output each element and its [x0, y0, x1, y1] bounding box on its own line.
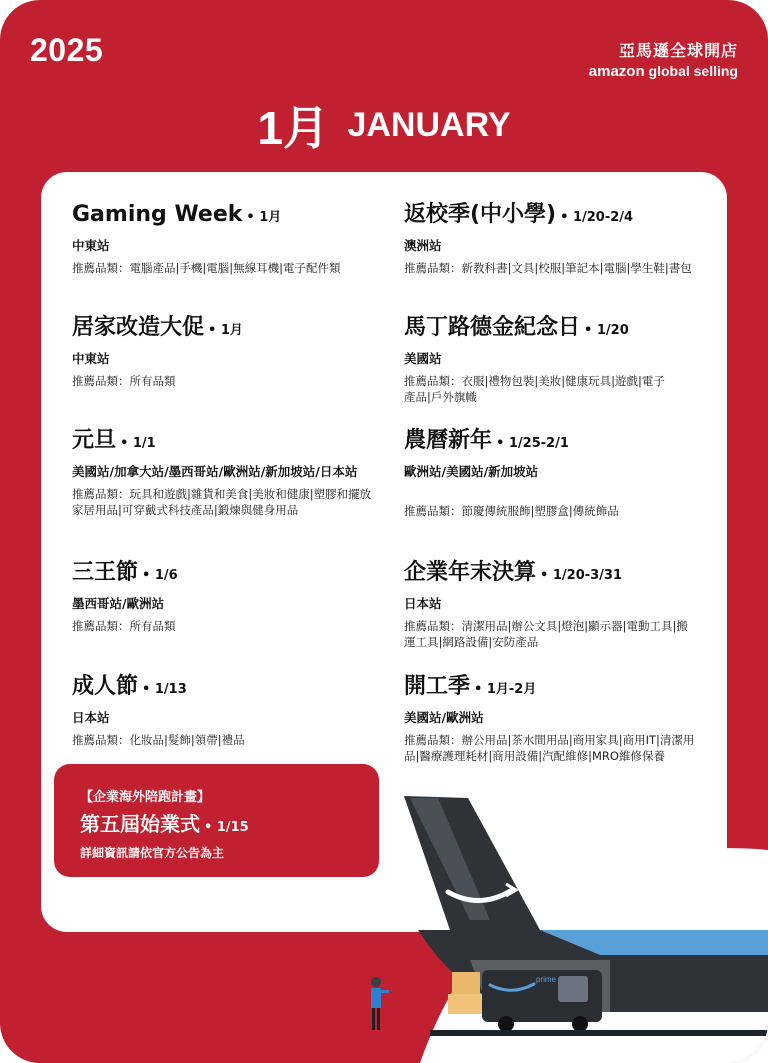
event-lunar-new-year [404, 428, 694, 519]
event-sites: 中東站 [72, 351, 110, 366]
event-title: 居家改造大促 [72, 315, 205, 340]
event-sites: 美國站/加拿大站/墨西哥站/歐洲站/新加坡站/日本站 [72, 464, 358, 479]
van-wheel [498, 1016, 514, 1032]
person-arm [381, 990, 389, 993]
event-categories: 推薦品類：辦公用品|茶水間用品|商用家具|商用IT|清潔用品|醫療護理耗材|商用設備|汽配維修|MRO維修保養 [404, 733, 695, 763]
event-categories: 推薦品類：新教科書|文具|校服|筆記本|電腦|學生鞋|書包 [404, 261, 692, 275]
event-date: • 1/20 [584, 323, 629, 338]
event-title: Gaming Week [72, 202, 243, 227]
event-categories: 推薦品類：清潔用品|辦公文具|燈泡|顯示器|電動工具|搬運工具|網路設備|安防產品 [404, 619, 688, 649]
event-date: • 1月 [246, 210, 282, 225]
callout-tag: 【企業海外陪跑計畫】 [80, 790, 211, 805]
amazon-global-selling-logo [589, 38, 738, 80]
cargo-plane-illustration [340, 780, 768, 1063]
event-date: • 1月 [208, 323, 243, 338]
event-categories: 推薦品類：所有品類 [72, 619, 176, 633]
event-categories: 推薦品類：玩具和遊戲|雜貨和美食|美妝和健康|塑膠和擺放家居用品|可穿戴式科技產品|鍛煉與健身用品 [72, 487, 372, 517]
event-title: 成人節 [72, 674, 139, 699]
event-title: 企業年末決算 [404, 560, 537, 585]
brand-amazon-word: amazon [588, 63, 645, 80]
event-date: • 1/13 [142, 682, 187, 697]
event-categories: 推薦品類：節慶傳統服飾|塑膠盒|傳統飾品 [404, 504, 619, 518]
callout-date: • 1/15 [204, 820, 249, 835]
person-leg [377, 1008, 380, 1030]
event-categories: 推薦品類：所有品類 [72, 374, 176, 388]
event-date: • 1/20-3/31 [540, 568, 623, 583]
month-title [0, 92, 768, 158]
brand-global-selling-word: global selling [644, 63, 738, 79]
brand-name-en [589, 63, 738, 80]
person-body [371, 988, 381, 1008]
event-title: 農曆新年 [404, 428, 493, 453]
event-sites: 澳洲站 [404, 238, 442, 253]
ground-ramp [430, 1030, 768, 1036]
event-fiscal-year-end [404, 560, 699, 650]
month-en: JANUARY [347, 105, 511, 144]
event-home-renovation [72, 315, 382, 389]
event-categories: 推薦品類：化妝品|髮飾|領帶|禮品 [72, 733, 245, 747]
event-title: 三王節 [72, 560, 139, 585]
program-callout [54, 764, 379, 877]
event-sites: 墨西哥站/歐洲站 [72, 596, 165, 611]
event-coming-of-age [72, 674, 382, 748]
event-title: 元旦 [72, 428, 117, 453]
year-label: 2025 [30, 32, 104, 68]
cargo-box [452, 972, 480, 994]
event-back-to-school [404, 202, 694, 276]
event-three-kings [72, 560, 382, 634]
van-prime-label: prime [536, 975, 557, 984]
event-date: • 1/25-2/1 [496, 436, 569, 451]
event-sites: 中東站 [72, 238, 110, 253]
callout-title: 第五屆始業式 [80, 812, 200, 836]
person-leg [372, 1008, 375, 1030]
event-date: • 1月-2月 [474, 682, 537, 697]
person-head [371, 977, 381, 987]
event-new-year [72, 428, 372, 518]
van-windshield [558, 976, 588, 1002]
brand-name-cn: 亞馬遜全球開店 [618, 41, 738, 60]
event-title: 馬丁路德金紀念日 [404, 315, 581, 340]
event-date: • 1/20-2/4 [560, 210, 634, 225]
callout-note: 詳細資訊請依官方公告為主 [80, 846, 225, 860]
event-date: • 1/6 [142, 568, 178, 583]
event-sites: 歐洲站/美國站/新加坡站 [404, 464, 539, 479]
event-back-to-work [404, 674, 704, 764]
event-title: 返校季(中小學) [404, 202, 557, 227]
event-categories: 推薦品類：電腦產品|手機|電腦|無線耳機|電子配件類 [72, 261, 341, 275]
month-cn: 1月 [257, 102, 330, 154]
event-sites: 日本站 [72, 710, 110, 725]
event-gaming-week [72, 202, 382, 276]
cargo-box [448, 994, 482, 1014]
van-wheel [572, 1016, 588, 1032]
event-sites: 美國站 [404, 351, 442, 366]
event-sites: 日本站 [404, 596, 442, 611]
callout-title-row [80, 808, 249, 837]
event-date: • 1/1 [120, 436, 156, 451]
event-sites: 美國站/歐洲站 [404, 710, 484, 725]
event-mlk-day [404, 315, 674, 405]
event-categories: 推薦品類：衣服|禮物包裝|美妝|健康玩具|遊戲|電子產品|戶外旗幟 [404, 374, 665, 404]
event-title: 開工季 [404, 674, 471, 699]
